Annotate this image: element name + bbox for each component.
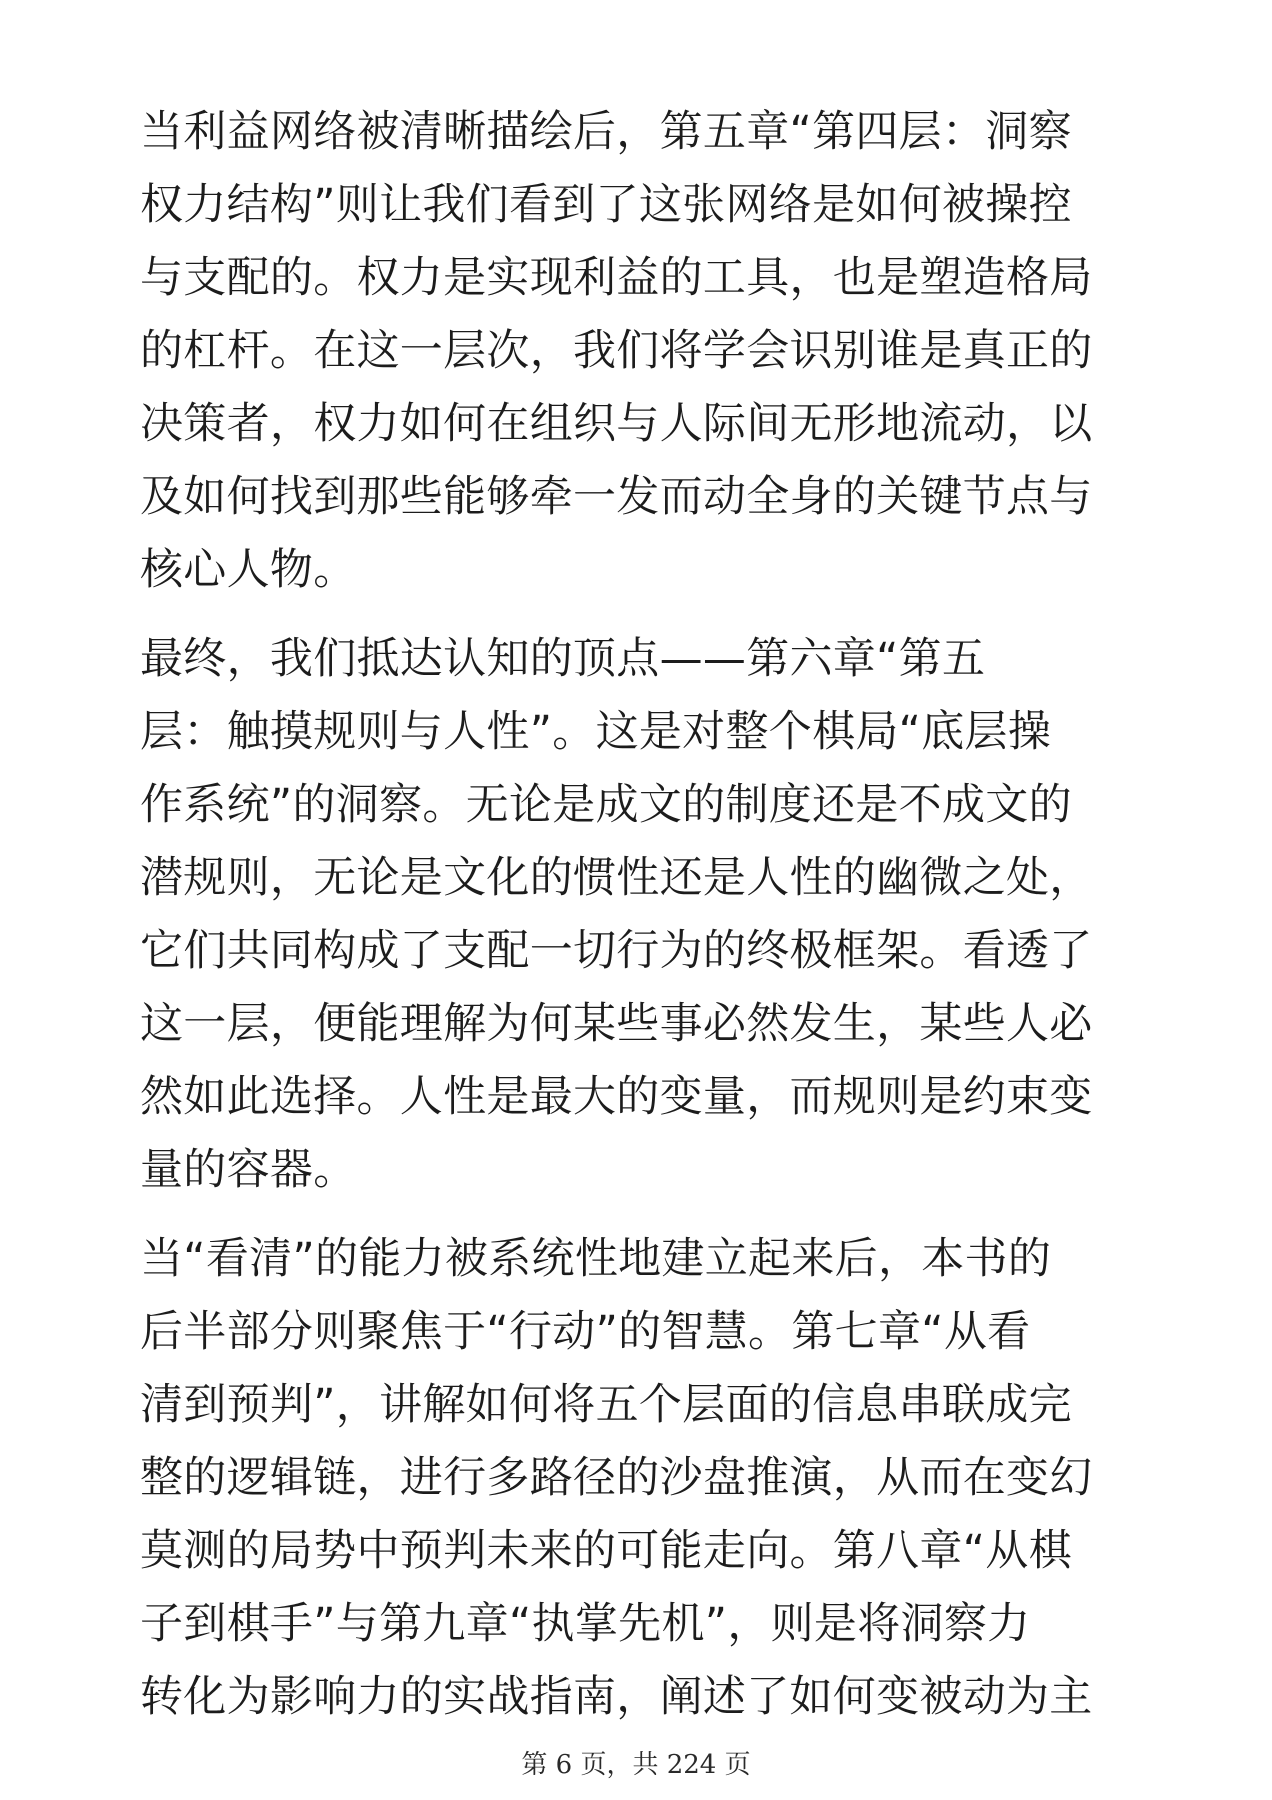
paragraph-chapter-five [140, 96, 1133, 607]
text-line: 及如何找到那些能够牵一发而动全身的关键节点与 [140, 472, 1093, 522]
text-line: 最终，我们抵达认知的顶点——第六章“第五 [140, 634, 986, 684]
text-line: 权力结构”则让我们看到了这张网络是如何被操控 [140, 180, 1072, 230]
text-line: 核心人物。 [140, 545, 357, 595]
text-line: 整的逻辑链，进行多路径的沙盘推演，从而在变幻 [140, 1453, 1093, 1503]
text-line: 量的容器。 [140, 1145, 357, 1195]
page-number-footer: 第 6 页，共 224 页 [521, 1750, 751, 1780]
text-line: 子到棋手”与第九章“执掌先机”，则是将洞察力 [140, 1599, 1031, 1649]
text-line: 潜规则，无论是文化的惯性还是人性的幽微之处， [140, 853, 1093, 903]
text-line: 当利益网络被清晰描绘后，第五章“第四层：洞察 [140, 107, 1072, 157]
text-line: 决策者，权力如何在组织与人际间无形地流动，以 [140, 399, 1093, 449]
text-line: 然如此选择。人性是最大的变量，而规则是约束变 [140, 1072, 1093, 1122]
text-line: 它们共同构成了支配一切行为的终极框架。看透了 [140, 926, 1093, 976]
page-body [140, 96, 1133, 1734]
text-line: 作系统”的洞察。无论是成文的制度还是不成文的 [140, 780, 1072, 830]
text-line: 层：触摸规则与人性”。这是对整个棋局“底层操 [140, 707, 1052, 757]
text-line: 清到预判”，讲解如何将五个层面的信息串联成完 [140, 1380, 1072, 1430]
text-line: 后半部分则聚焦于“行动”的智慧。第七章“从看 [140, 1307, 1031, 1357]
text-line: 当“看清”的能力被系统性地建立起来后，本书的 [140, 1234, 1052, 1284]
text-line: 莫测的局势中预判未来的可能走向。第八章“从棋 [140, 1526, 1072, 1576]
paragraph-second-half [140, 1223, 1133, 1734]
text-line: 与支配的。权力是实现利益的工具，也是塑造格局 [140, 253, 1093, 303]
paragraph-chapter-six [140, 623, 1133, 1207]
text-line: 的杠杆。在这一层次，我们将学会识别谁是真正的 [140, 326, 1093, 376]
text-line: 转化为影响力的实战指南，阐述了如何变被动为主 [140, 1672, 1093, 1722]
text-line: 这一层，便能理解为何某些事必然发生，某些人必 [140, 999, 1093, 1049]
